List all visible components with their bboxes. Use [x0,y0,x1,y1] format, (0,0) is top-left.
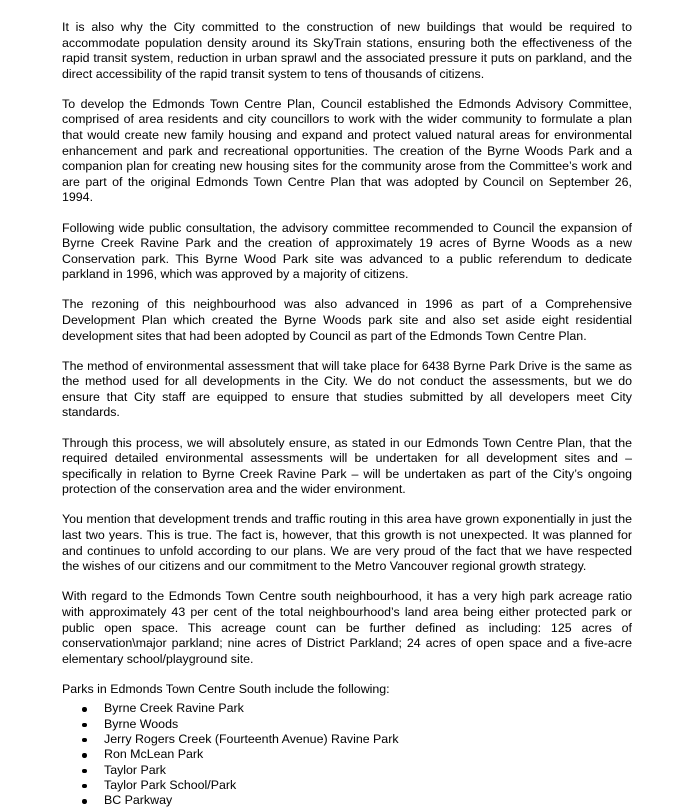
list-item: BC Parkway [82,793,632,808]
bullet-icon [82,738,87,743]
bullet-icon [82,753,87,758]
bullet-icon [82,784,87,789]
list-item: Byrne Creek Ravine Park [82,701,632,716]
paragraph-public-consultation: Following wide public consultation, the advisory committee recommended to Council the expansion of Byrne Creek Ravine Park and the creation of approximately 19 acres of Byrne Woods as a new Conservation park. This Byrne Wood Park site was advanced to a public referendum to dedicate parkland in 1996, which was approved by a majority of citizens. [62,220,632,282]
bullet-icon [82,723,87,728]
bullet-icon [82,799,87,804]
paragraph-process: Through this process, we will absolutely ensure, as stated in our Edmonds Town Centre Plan, that the required detailed environmental assessments will be undertaken for all development sites and – specifically in relation to Byrne Creek Ravine Park – will be undertaken as part of the City’s ongoing protection of the conservation area and the wider environment. [62,435,632,497]
parks-list [62,701,632,808]
paragraph-park-acreage: With regard to the Edmonds Town Centre south neighbourhood, it has a very high park acreage ratio with approximately 43 per cent of the total neighbourhood’s land area being either protected park or public open space. This acreage count can be further defined as including: 125 acres of conservation\major parkland; nine acres of District Parkland; 24 acres of open space and a five-acre elementary school/playground site. [62,589,632,666]
bullet-icon [82,707,87,712]
paragraph-development-trends: You mention that development trends and traffic routing in this area have grown exponentially in just the last two years. This is true. The fact is, however, that this growth is not unexpected. It was planned for and continues to unfold according to our plans. We are very proud of the fact that we have respected the wishes of our citizens and our commitment to the Metro Vancouver regional growth strategy. [62,512,632,574]
list-item: Jerry Rogers Creek (Fourteenth Avenue) Ravine Park [82,732,632,747]
list-item: Ron McLean Park [82,747,632,762]
list-item: Taylor Park School/Park [82,778,632,793]
paragraph-skytrain: It is also why the City committed to the construction of new buildings that would be required to accommodate population density around its SkyTrain stations, ensuring both the effectiveness of the rapid transit system, reduction in urban sprawl and the associated pressure it puts on parkland, and the direct accessibility of the rapid transit system to tens of thousands of citizens. [62,20,632,81]
list-item: Byrne Woods [82,717,632,732]
paragraph-environmental-assessment: The method of environmental assessment that will take place for 6438 Byrne Park Drive is the same as the method used for all developments in the City. We do not conduct the assessments, but we do ensure that City staff are equipped to ensure that studies submitted by all developers meet City standards. [62,358,632,420]
paragraph-parks-intro: Parks in Edmonds Town Centre South include the following: [62,681,390,696]
bullet-icon [82,769,87,774]
list-item: Taylor Park [82,763,632,778]
paragraph-advisory-committee: To develop the Edmonds Town Centre Plan, Council established the Edmonds Advisory Committee, comprised of area residents and city councillors to work with the wider community to formulate a plan that would create new family housing and expand and protect valued natural areas for environmental enhancement and park and recreational opportunities. The creation of the Byrne Woods Park and a companion plan for creating new housing sites for the community arose from the Committee’s work and are part of the original Edmonds Town Centre Plan that was adopted by Council on September 26, 1994. [62,96,632,205]
document-page [62,20,632,808]
paragraph-rezoning: The rezoning of this neighbourhood was also advanced in 1996 as part of a Comprehensive Development Plan which created the Byrne Woods park site and also set aside eight residential development sites that had been adopted by Council as part of the Edmonds Town Centre Plan. [62,297,632,343]
